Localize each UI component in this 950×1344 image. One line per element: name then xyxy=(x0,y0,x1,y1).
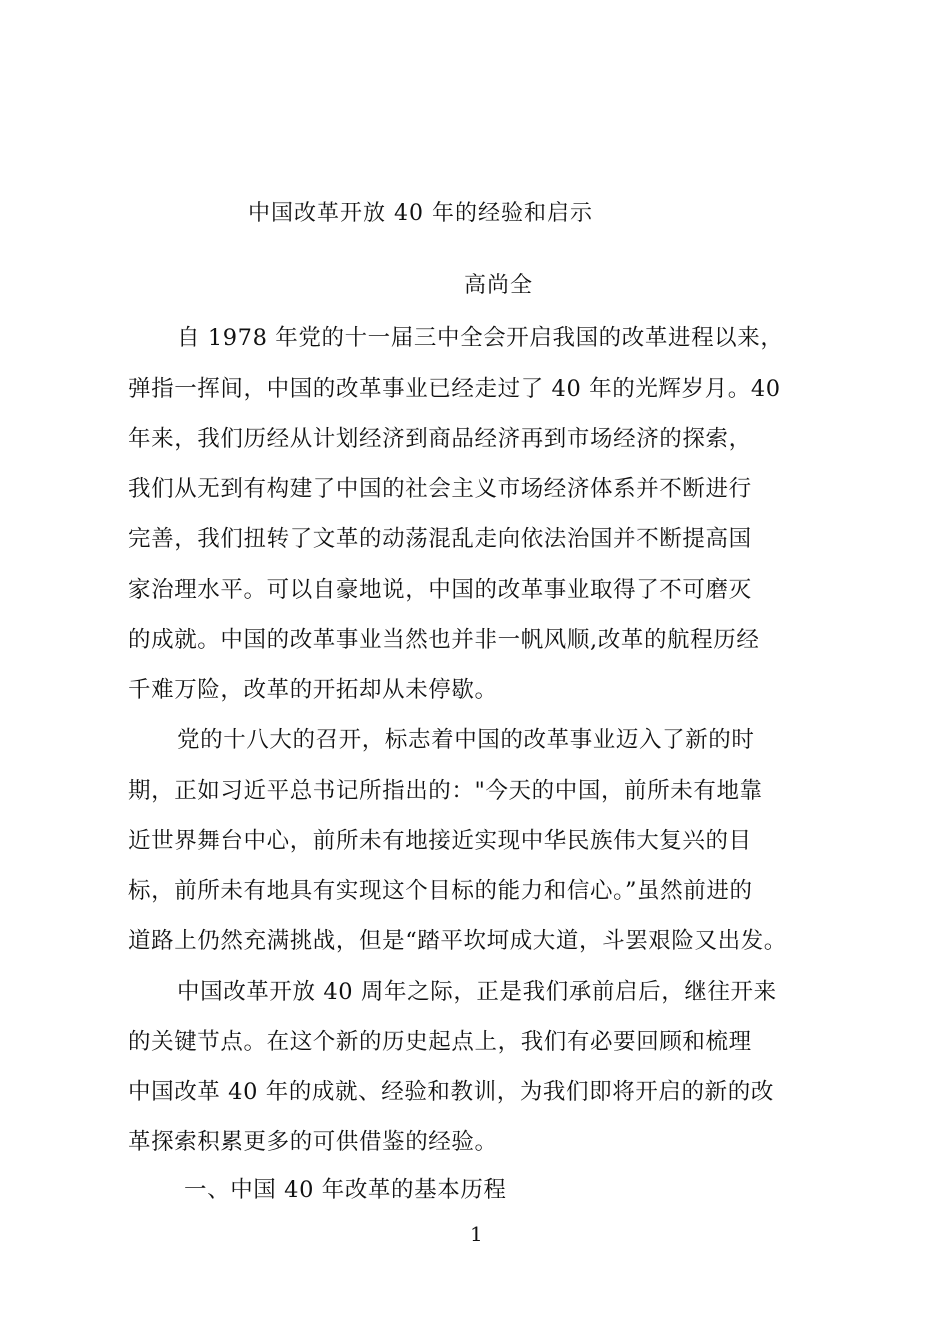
document-title: 中国改革开放 40 年的经验和启示 xyxy=(248,201,593,226)
body-line: 中国改革 40 年的成就、经验和教训，为我们即将开启的新的改 xyxy=(128,1079,774,1105)
body-line: 完善，我们扭转了文革的动荡混乱走向依法治国并不断提高国 xyxy=(128,526,752,552)
page-number: 1 xyxy=(470,1222,483,1246)
body-line: 革探索积累更多的可供借鉴的经验。 xyxy=(128,1129,498,1155)
body-line: 年来，我们历经从计划经济到商品经济再到市场经济的探索， xyxy=(128,426,752,452)
body-line: 家治理水平。可以自豪地说，中国的改革事业取得了不可磨灭 xyxy=(128,577,752,603)
body-line: 中国改革开放 40 周年之际，正是我们承前启后，继往开来 xyxy=(177,979,777,1005)
body-line: 自 1978 年党的十一届三中全会开启我国的改革进程以来， xyxy=(177,325,784,351)
body-line: 的关键节点。在这个新的历史起点上，我们有必要回顾和梳理 xyxy=(128,1029,752,1055)
section-heading: 一、中国 40 年改革的基本历程 xyxy=(184,1177,507,1203)
body-line: 党的十八大的召开，标志着中国的改革事业迈入了新的时 xyxy=(177,727,755,753)
body-line: 近世界舞台中心，前所未有地接近实现中华民族伟大复兴的目 xyxy=(128,828,752,854)
body-line: 我们从无到有构建了中国的社会主义市场经济体系并不断进行 xyxy=(128,476,752,502)
body-line: 道路上仍然充满挑战，但是“踏平坎坷成大道，斗罢艰险又出发。 xyxy=(128,928,787,954)
author-name: 高尚全 xyxy=(464,273,534,298)
body-line: 期，正如习近平总书记所指出的："今天的中国，前所未有地靠 xyxy=(128,778,763,804)
body-line: 的成就。中国的改革事业当然也并非一帆风顺,改革的航程历经 xyxy=(128,627,760,653)
body-line: 千难万险，改革的开拓却从未停歇。 xyxy=(128,677,498,703)
body-line: 弹指一挥间，中国的改革事业已经走过了 40 年的光辉岁月。40 xyxy=(128,376,781,402)
body-line: 标，前所未有地具有实现这个目标的能力和信心。”虽然前进的 xyxy=(128,878,753,904)
